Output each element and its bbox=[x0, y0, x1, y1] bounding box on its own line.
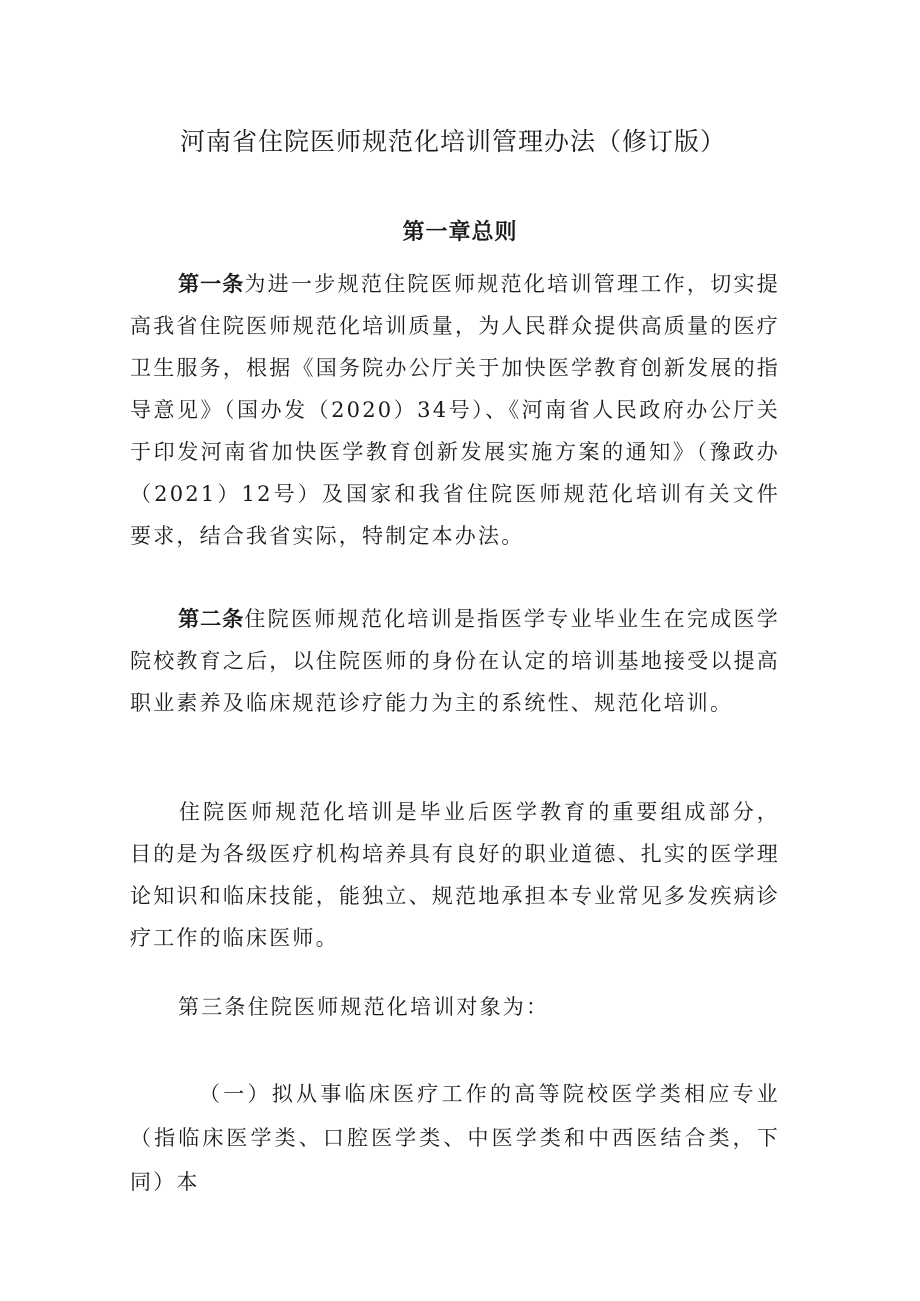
goal-text: 住院医师规范化培训是毕业后医学教育的重要组成部分，目的是为各级医疗机构培养具有良好的职业道德、扎实的医学理论知识和临床技能，能独立、规范地承担本专业常见多发疾病诊疗工作的临床医师。 bbox=[130, 800, 780, 950]
article-1-label: 第一条 bbox=[178, 272, 245, 296]
chapter-heading: 第一章总则 bbox=[402, 220, 518, 245]
article-2-text: 住院医师规范化培训是指医学专业毕业生在完成医学院校教育之后，以住院医师的身份在认定的培训基地接受以提高职业素养及临床规范诊疗能力为主的系统性、规范化培训。 bbox=[130, 607, 780, 715]
article-2-paragraph bbox=[130, 598, 780, 724]
article-3-paragraph bbox=[130, 986, 780, 1028]
article-2-label: 第二条 bbox=[178, 607, 245, 631]
article-1-paragraph bbox=[130, 263, 780, 557]
item-1-paragraph bbox=[130, 1072, 780, 1204]
item-1-text: （一）拟从事临床医疗工作的高等院校医学类相应专业（指临床医学类、口腔医学类、中医学类和中西医结合类，下同）本 bbox=[130, 1082, 780, 1194]
article-3-text: 第三条住院医师规范化培训对象为： bbox=[178, 995, 550, 1019]
goal-paragraph bbox=[130, 791, 780, 959]
document-title: 河南省住院医师规范化培训管理办法（修订版） bbox=[180, 127, 727, 156]
article-1-text: 为进一步规范住院医师规范化培训管理工作，切实提高我省住院医师规范化培训质量，为人民群众提供高质量的医疗卫生服务，根据《国务院办公厅关于加快医学教育创新发展的指导意见》（国办发（2020）34号）、《河南省人民政府办公厅关于印发河南省加快医学教育创新发展实施方案的通知》（豫政办（2021）12号）及国家和我省住院医师规范化培训有关文件要求，结合我省实际，特制定本办法。 bbox=[130, 272, 780, 548]
